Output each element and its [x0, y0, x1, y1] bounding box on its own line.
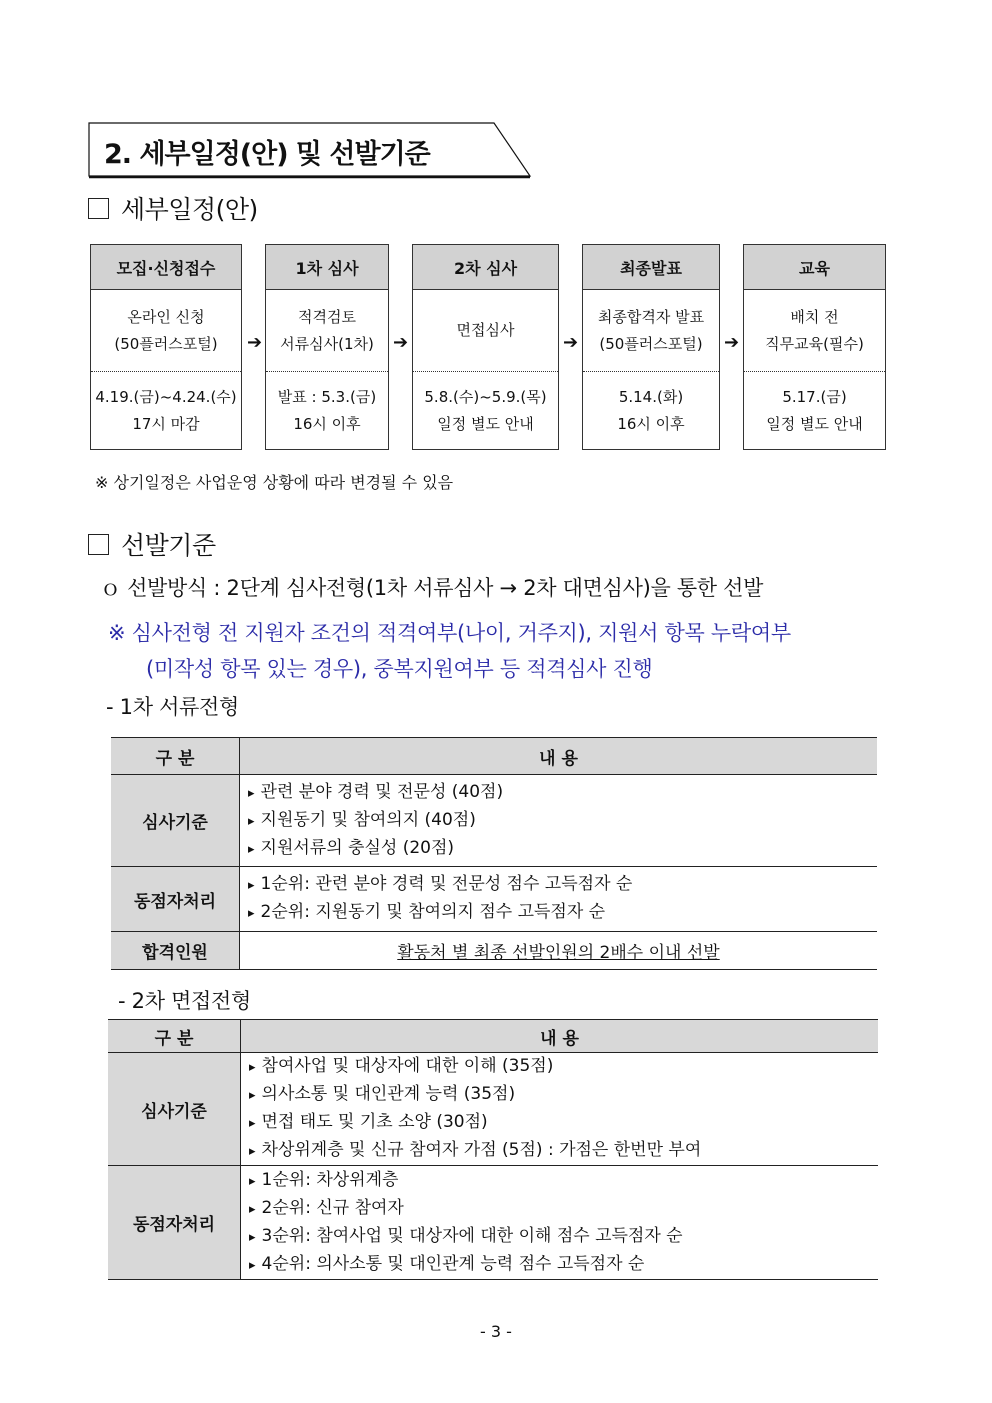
criteria-heading-text: 선발기준 [121, 531, 216, 560]
step-date: 발표 : 5.3.(금) [277, 387, 377, 406]
tiebreak-item: ▸ 1순위: 관련 분야 경력 및 전문성 점수 고득점자 순 [248, 871, 877, 899]
round2-table [108, 1019, 878, 1280]
criteria-item: ▸ 지원서류의 충실성 (20점) [248, 835, 877, 863]
schedule-note: ※ 상기일정은 사업운영 상황에 따라 변경될 수 있음 [95, 473, 454, 492]
criteria-item: ▸ 차상위계층 및 신규 참여자 가점 (5점) : 가점은 한번만 부여 [249, 1137, 878, 1165]
row-key: 동점자처리 [108, 1166, 241, 1280]
step-title: 교육 [744, 245, 885, 290]
criteria-item: ▸ 지원동기 및 참여의지 (40점) [248, 807, 877, 835]
criteria-item: ▸ 관련 분야 경력 및 전문성 (40점) [248, 779, 877, 807]
step-date: 4.19.(금)~4.24.(수) [95, 387, 237, 406]
criteria-item: ▸ 의사소통 및 대인관계 능력 (35점) [249, 1081, 878, 1109]
row-key: 심사기준 [108, 1053, 241, 1166]
table-row [108, 1166, 878, 1280]
table-row [111, 932, 877, 970]
table-row [111, 867, 877, 932]
step-time: 일정 별도 안내 [437, 414, 534, 433]
eligibility-remark-line2: (미작성 항목 있는 경우), 중복지원여부 등 적격심사 진행 [146, 657, 653, 681]
schedule-step-final-announcement [582, 244, 720, 450]
schedule-heading [88, 190, 258, 226]
table-row [111, 775, 877, 867]
step-desc: 배치 전 [790, 307, 839, 326]
step-time: 16시 이후 [293, 414, 361, 433]
criteria-item: ▸ 참여사업 및 대상자에 대한 이해 (35점) [249, 1053, 878, 1081]
col-header-content: 내 용 [241, 1020, 879, 1053]
section-title-box [88, 122, 530, 177]
tiebreak-item: ▸ 1순위: 차상위계층 [249, 1167, 878, 1195]
step-desc: 온라인 신청 [127, 307, 205, 326]
step-date: 5.8.(수)~5.9.(목) [424, 387, 547, 406]
table-header-row [111, 738, 877, 775]
step-desc: 직무교육(필수) [765, 334, 864, 353]
eligibility-remark-line1: ※ 심사전형 전 지원자 조건의 적격여부(나이, 거주지), 지원서 항목 누락여부 [108, 621, 791, 645]
col-header-category: 구 분 [108, 1020, 241, 1053]
pass-count-text: 활동처 별 최종 선발인원의 2배수 이내 선발 [397, 943, 720, 963]
criteria-heading [88, 526, 216, 562]
step-time: 17시 마감 [132, 414, 200, 433]
arrow-right-icon: ➔ [393, 332, 409, 353]
step-desc: 면접심사 [456, 321, 515, 339]
page-number: - 3 - [480, 1322, 512, 1341]
step-date: 5.14.(화) [618, 387, 684, 406]
tiebreak-item: ▸ 3순위: 참여사업 및 대상자에 대한 이해 점수 고득점자 순 [249, 1223, 878, 1251]
step-desc: (50플러스포털) [599, 334, 703, 353]
table-row [108, 1053, 878, 1166]
section-title: 2. 세부일정(안) 및 선발기준 [104, 139, 430, 170]
schedule-step-recruit [90, 244, 242, 450]
step-title: 1차 심사 [266, 245, 388, 290]
col-header-category: 구 분 [111, 738, 240, 775]
step-title: 모집·신청접수 [91, 245, 241, 290]
step-time: 16시 이후 [617, 414, 685, 433]
selection-method: ｏ 선발방식 : 2단계 심사전형(1차 서류심사 → 2차 대면심사)을 통한 선발 [100, 576, 764, 600]
arrow-right-icon: ➔ [724, 332, 740, 353]
schedule-step-first-review [265, 244, 389, 450]
row-key: 심사기준 [111, 775, 240, 867]
table-header-row [108, 1020, 878, 1053]
schedule-step-training [743, 244, 886, 450]
checkbox-square-icon [88, 534, 109, 555]
row-key: 합격인원 [111, 932, 240, 970]
step-desc: 적격검토 [298, 307, 356, 326]
tiebreak-item: ▸ 2순위: 지원동기 및 참여의지 점수 고득점자 순 [248, 899, 877, 927]
step-title: 2차 심사 [413, 245, 558, 290]
round1-table [111, 737, 877, 970]
arrow-right-icon: ➔ [247, 332, 263, 353]
step-desc: 최종합격자 발표 [597, 307, 705, 326]
round2-label: - 2차 면접전형 [118, 989, 252, 1013]
row-key: 동점자처리 [111, 867, 240, 932]
step-desc: (50플러스포털) [114, 334, 218, 353]
arrow-right-icon: ➔ [563, 332, 579, 353]
criteria-item: ▸ 면접 태도 및 기초 소양 (30점) [249, 1109, 878, 1137]
step-title: 최종발표 [583, 245, 719, 290]
col-header-content: 내 용 [240, 738, 878, 775]
schedule-step-second-review [412, 244, 559, 450]
tiebreak-item: ▸ 2순위: 신규 참여자 [249, 1195, 878, 1223]
tiebreak-item: ▸ 4순위: 의사소통 및 대인관계 능력 점수 고득점자 순 [249, 1251, 878, 1279]
checkbox-square-icon [88, 198, 109, 219]
step-time: 일정 별도 안내 [766, 414, 863, 433]
step-date: 5.17.(금) [782, 387, 847, 406]
schedule-heading-text: 세부일정(안) [121, 195, 258, 224]
round1-label: - 1차 서류전형 [106, 695, 240, 719]
step-desc: 서류심사(1차) [280, 334, 374, 353]
